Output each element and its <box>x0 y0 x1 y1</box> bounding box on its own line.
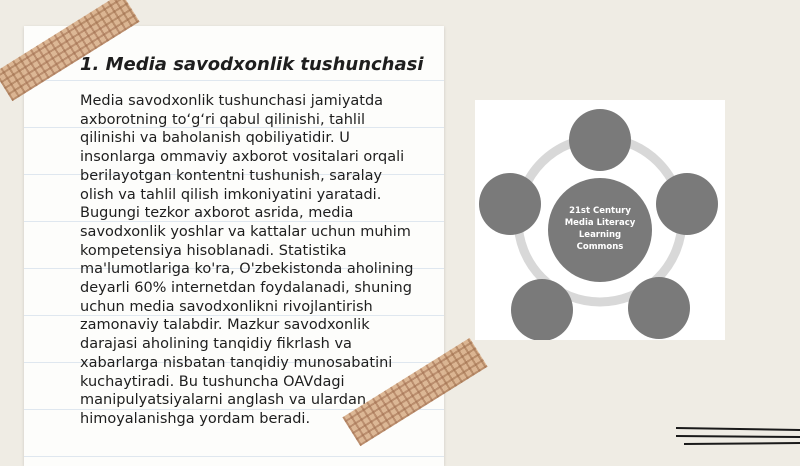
cycle-diagram-svg <box>475 100 725 340</box>
page-title: 1. Media savodxonlik tushunchasi <box>80 54 424 75</box>
outer-node-right <box>656 173 718 235</box>
center-label-line3: Learning <box>578 230 622 240</box>
outer-node-bottom-right <box>628 277 690 339</box>
body-paragraph: Media savodxonlik tushunchasi jamiyatda axborotning to‘g‘ri qabul qilinishi, tahlil qilinishi va baholanish qobiliyatidir. U insonlarga ommaviy axborot vositalari orqali berilayotgan kontentni tushunish, saralay olish va tahlil qilish imkoniyatini yaratadi. Bugungi tezkor axborot asrida, media savodxonlik yoshlar va kattalar uchun muhim kompetensiya hisoblanadi. Statistika ma'lumotlariga ko'ra, O'zbekistonda aholining deyarli 60% internetdan foydalanadi, shuning uchun media savodxonlikni rivojlantirish zamonaviy talabdir. Mazkur savodxonlik darajasi aholining tanqidiy fikrlash va xabarlarga nisbatan tanqidiy munosabatini kuchaytiradi. Bu tushuncha OAVdagi manipulyatsiyalarni anglash va ulardan himoyalanishga yordam beradi. <box>80 93 414 427</box>
outer-node-top <box>569 109 631 171</box>
decorative-lines <box>676 424 800 450</box>
center-label-line1: 21st Century <box>569 206 631 216</box>
outer-node-left <box>479 173 541 235</box>
media-literacy-diagram <box>475 100 725 340</box>
center-label-line4: Commons <box>576 242 624 252</box>
outer-node-bottom-left <box>511 279 573 340</box>
center-label-line2: Media Literacy <box>564 218 636 228</box>
